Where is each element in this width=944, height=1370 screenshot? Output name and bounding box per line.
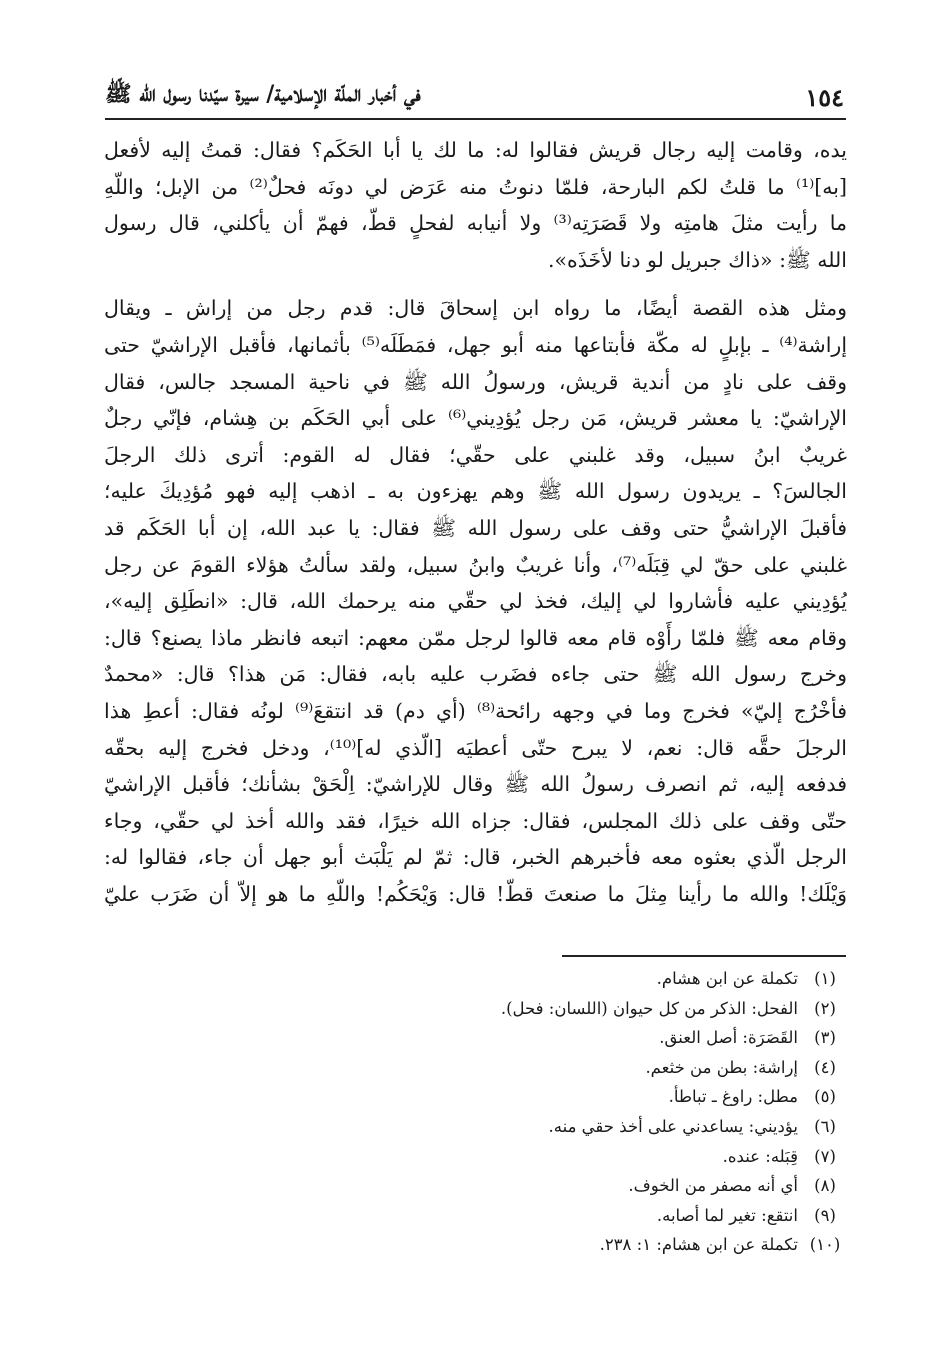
text-line: فدفعه إليه، ثم انصرف رسولُ الله ﷺ وقال للإراشيّ: اِلْحَقْ بشأنك؛ فأقبل الإراشيّ bbox=[104, 772, 847, 797]
footnote-text: تكملة عن ابن هشام: ١: ٢٣٨. bbox=[599, 1235, 798, 1255]
running-title: في أخبار الملّة الإسلامية/ سيرة سيّدنا رسول الله ﷺ bbox=[105, 81, 421, 107]
footnote-number: (٥) bbox=[814, 1087, 836, 1107]
footnote-item bbox=[300, 1112, 846, 1142]
footnote-item bbox=[300, 1142, 846, 1172]
footnote-number: (٦) bbox=[814, 1116, 836, 1136]
footnote-number: (٣) bbox=[814, 1028, 836, 1048]
text-line: إراشة⁽⁴⁾ ـ بإبلٍ له مكّة فأبتاعها منه أبو جهل، فمَطَلَه⁽⁵⁾ بأثمانها، فأقبل الإراشيّ حتى bbox=[104, 332, 847, 357]
text-line: غلبني على حقّ لي قِبَلَه⁽⁷⁾، وأنا غريبٌ وابنُ سبيل، ولقد سألتُ هؤلاء القومَ عن رجل bbox=[104, 552, 847, 577]
text-line: ما رأيت مثلَ هامتِه ولا قَصَرَتِه⁽³⁾ ولا أنيابه لفحلٍ قطّ، فهمّ أن يأكلني، قال رسول bbox=[104, 211, 847, 236]
footnote-text: قِبَله: عنده. bbox=[722, 1146, 798, 1166]
footnote-item bbox=[300, 1082, 846, 1112]
text-line: الجالسَ؟ ـ يريدون رسول الله ﷺ وهم يهزءون به ـ اذهب إليه فهو مُؤدِيكَ عليه؛ bbox=[104, 479, 847, 504]
main-text bbox=[104, 132, 847, 912]
footnote-text: يؤديني: يساعدني على أخذ حقي منه. bbox=[548, 1116, 798, 1136]
text-line: وقف على نادٍ من أندية قريش، ورسولُ الله ﷺ في ناحية المسجد جالس، فقال bbox=[104, 369, 847, 394]
footnote-number: (٢) bbox=[814, 998, 836, 1018]
footnote-number: (٤) bbox=[814, 1057, 836, 1077]
text-line: الله ﷺ: «ذاك جبريل لو دنا لأخَذَه». bbox=[548, 247, 847, 272]
text-line: الرجل الّذي بعثوه معه فأخبرهم الخبر، قال: ثمّ لم يَلْبَث أبو جهل أن جاء، فقالوا له: bbox=[104, 845, 847, 870]
footnote-item bbox=[300, 1171, 846, 1201]
footnote-text: انتقع: تغير لما أصابه. bbox=[656, 1205, 798, 1225]
footnote-item bbox=[300, 1201, 846, 1231]
text-line: فأخْرُج إليّ» فخرج وما في وجهه رائحة⁽⁸⁾ (أي دم) قد انتقعَ⁽⁹⁾ لونُه فقال: أعطِ هذا bbox=[104, 698, 847, 723]
footnote-text: تكملة عن ابن هشام. bbox=[656, 969, 798, 988]
footnotes bbox=[300, 964, 846, 1260]
footnote-text: إراشة: بطن من خثعم. bbox=[645, 1057, 798, 1077]
page-number: ١٥٤ bbox=[805, 83, 844, 112]
footnote-number: (١) bbox=[814, 969, 836, 988]
footnote-item bbox=[300, 994, 846, 1024]
text-line: وَيْلَك! والله ما رأينا مِثلَ ما صنعتَ قطّ! قال: وَيْحَكُم! واللّهِ ما هو إلاّ أن ضَرَب عليّ bbox=[104, 881, 847, 906]
footnote-divider bbox=[562, 955, 846, 957]
text-line: غريبٌ ابنُ سبيل، وقد غلبني على حقّي؛ فقال له القوم: أترى ذلك الرجلَ bbox=[104, 442, 847, 467]
footnote-number: (١٠) bbox=[809, 1235, 841, 1255]
footnote-item bbox=[300, 964, 846, 994]
footnote-text: القَصَرَة: أصل العنق. bbox=[659, 1028, 798, 1048]
text-line: ومثل هذه القصة أيضًا، ما رواه ابن إسحاقَ قال: قدم رجل من إراش ـ ويقال bbox=[104, 296, 847, 321]
text-line: فأقبلَ الإراشيُّ حتى وقف على رسول الله ﷺ فقال: يا عبد الله، إن أبا الحَكَم قد bbox=[104, 515, 847, 540]
text-line: [به]⁽¹⁾ ما قلتُ لكم البارحة، فلمّا دنوتُ منه عَرَض لي دونَه فحلٌ⁽²⁾ من الإبل؛ واللّهِ bbox=[104, 174, 847, 199]
footnote-item bbox=[300, 1053, 846, 1083]
text-line: الإراشيّ: يا معشر قريش، مَن رجل يُؤدِيني⁽⁶⁾ على أبي الحَكَم بن هِشام، فإنّي رجلٌ bbox=[104, 406, 847, 431]
text-line: الرجلَ حقَّه قال: نعم، لا يبرح حتّى أعطيَه [الّذي له]⁽¹⁰⁾، ودخل فخرج إليه بحقّه bbox=[104, 735, 847, 760]
text-line: يده، وقامت إليه رجال قريش فقالوا له: ما لك يا أبا الحَكَم؟ فقال: قمتُ إليه لأفعل bbox=[104, 138, 847, 162]
footnote-item bbox=[300, 1023, 846, 1053]
footnote-text: الفحل: الذكر من كل حيوان (اللسان: فحل). bbox=[500, 998, 798, 1018]
footnote-text: أي أنه مصفر من الخوف. bbox=[628, 1176, 798, 1196]
text-line: وخرج رسول الله ﷺ حتى جاءه فضَرب عليه بابه، فقال: مَن هذا؟ قال: «محمدٌ bbox=[104, 662, 847, 687]
footnote-number: (٧) bbox=[814, 1146, 836, 1166]
text-line: وقام معه ﷺ فلمّا رأَوْه قام معه قالوا لرجل ممّن معهم: اتبعه فانظر ماذا يصنع؟ قال: bbox=[104, 625, 847, 650]
footnote-item bbox=[300, 1230, 846, 1260]
footnote-number: (٨) bbox=[814, 1176, 836, 1196]
text-line: حتّى وقف على ذلك المجلس، فقال: جزاه الله خيرًا، فقد والله أخذ لي حقّي، وجاء bbox=[104, 808, 847, 833]
text-line: يُؤدِيني عليه فأشاروا لي إليك، فخذ لي حقّي منه يرحمك الله، قال: «انطَلِق إليه»، bbox=[104, 589, 847, 614]
footnote-text: مطل: راوغ ـ تباطأ. bbox=[668, 1087, 798, 1107]
running-header bbox=[105, 78, 846, 120]
footnote-number: (٩) bbox=[814, 1205, 836, 1225]
